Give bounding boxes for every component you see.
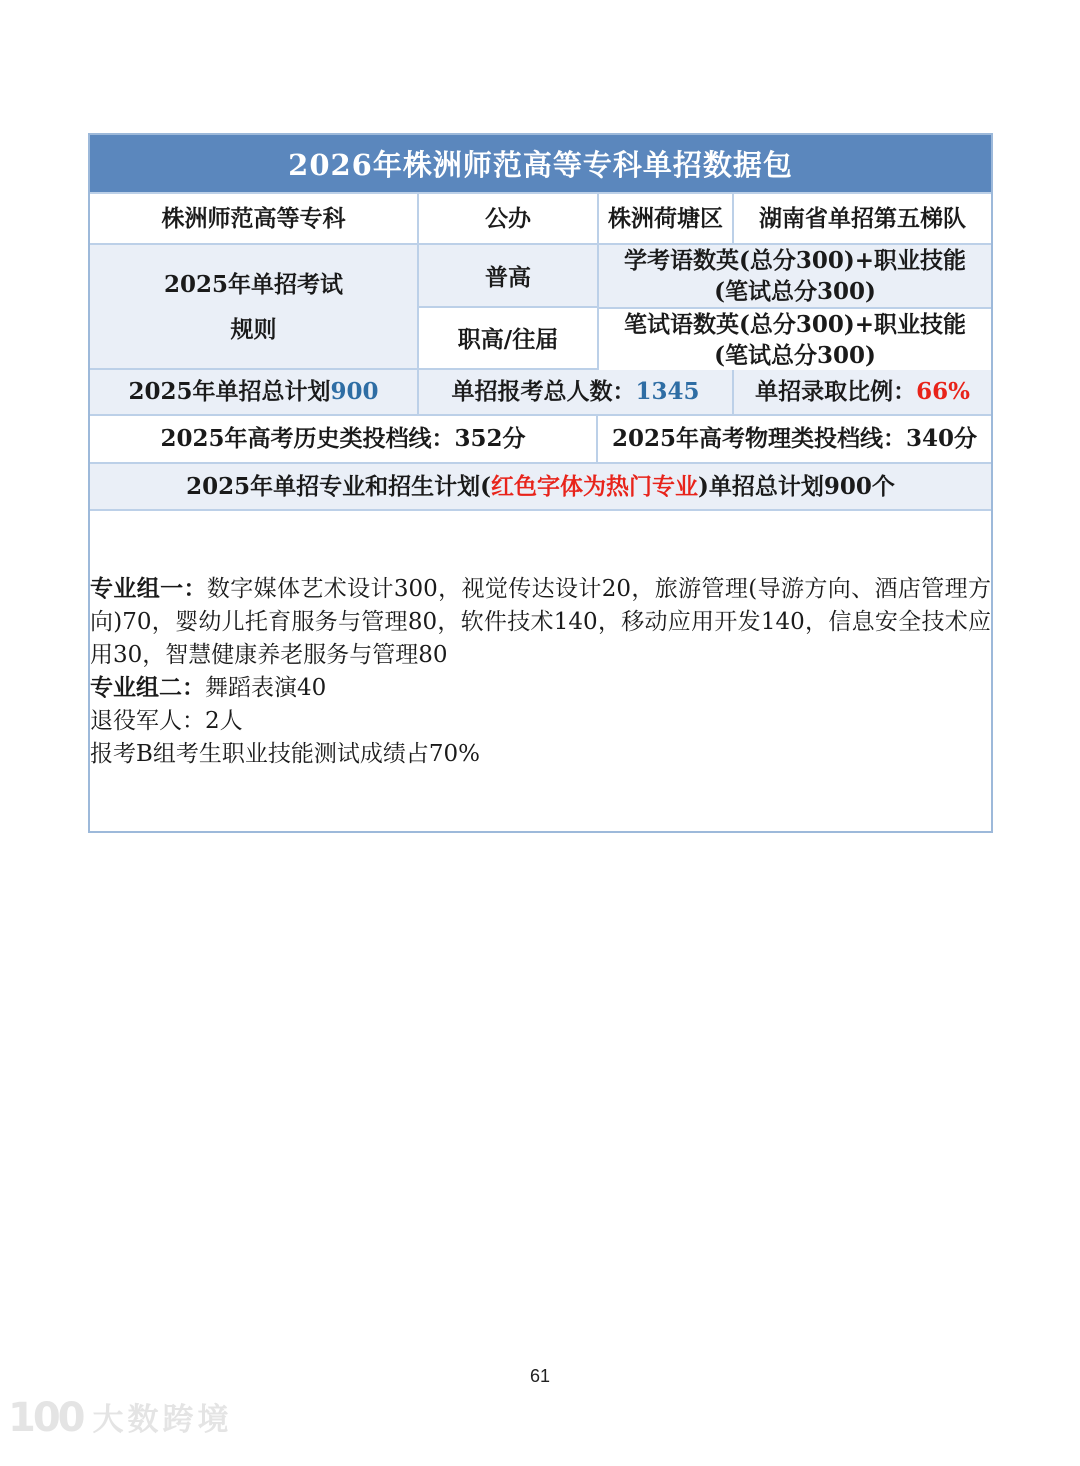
major-group1-text: 数字媒体艺术设计300，视觉传达设计20，旅游管理(导游方向、酒店管理方向)70，婴幼儿托育服务与管理80，软件技术140，移动应用开发140，信息安全技术应用30，智慧健康养老服务与管理80 [90,576,992,668]
rule-regular-line2: (笔试总分300) [714,278,876,305]
admission-ratio-cell [734,370,991,414]
student-group-column [419,245,599,368]
major-group1-paragraph [90,511,991,672]
majors-header-hot-note: 红色字体为热门专业 [491,472,698,500]
major-group1-label: 专业组一： [90,576,207,602]
major-group2-text: 舞蹈表演40 [205,675,327,701]
applicants-label: 单招报考总人数： [451,378,636,406]
majors-header-row [90,464,991,511]
applicants-value: 1345 [635,378,700,406]
admission-data-table [88,133,993,833]
rule-regular-cell [599,245,991,309]
rule-vocational-line2: (笔试总分300) [714,342,876,369]
ownership-cell: 公办 [419,194,599,243]
gaokao-lines-row [90,416,991,464]
stats-row [90,370,991,416]
exam-rules-label-line1: 2025年单招考试 [163,270,343,298]
school-name-cell: 株洲师范高等专科 [90,194,419,243]
veterans-line: 退役军人：2人 [90,708,243,734]
major-group2-label: 专业组二： [90,675,205,701]
table-title: 2026年株洲师范高等专科单招数据包 [90,135,991,194]
majors-header-suffix: )单招总计划900个 [698,472,895,500]
admission-ratio-value: 66% [916,378,970,406]
applicants-cell [419,370,734,414]
majors-header-prefix: 2025年单招专业和招生计划( [186,472,491,500]
rule-vocational-cell [599,309,991,371]
watermark-text: 大数跨境 [92,1402,233,1438]
rule-vocational-line1: 笔试语数英(总分300)+职业技能 [623,311,967,338]
total-plan-value: 900 [330,378,379,406]
rule-regular-line1: 学考语数英(总分300)+职业技能 [623,247,967,274]
exam-rules-label-line2: 规则 [230,315,277,343]
majors-header-cell [90,464,991,509]
watermark-logo-icon: 100 [8,1395,83,1441]
group-b-note: 报考B组考生职业技能测试成绩占70% [90,741,481,767]
admission-ratio-label: 单招录取比例： [755,378,917,406]
basic-info-row [90,194,991,245]
group-regular-cell: 普高 [419,245,597,308]
exam-rules-row [90,245,991,370]
watermark [8,1395,233,1441]
exam-rules-label-cell [90,245,419,368]
district-cell: 株洲荷塘区 [599,194,734,243]
total-plan-label: 2025年单招总计划 [128,378,331,406]
page-number: 61 [529,1366,551,1386]
major-group2-paragraph [90,672,991,705]
total-plan-cell [90,370,419,414]
group-vocational-cell: 职高/往届 [419,308,597,369]
history-line-cell: 2025年高考历史类投档线：352分 [90,416,598,462]
exam-rule-column [599,245,991,368]
majors-detail-cell [90,511,991,831]
majors-detail-row [90,511,991,831]
tier-cell: 湖南省单招第五梯队 [734,194,991,243]
physics-line-cell: 2025年高考物理类投档线：340分 [598,416,991,462]
